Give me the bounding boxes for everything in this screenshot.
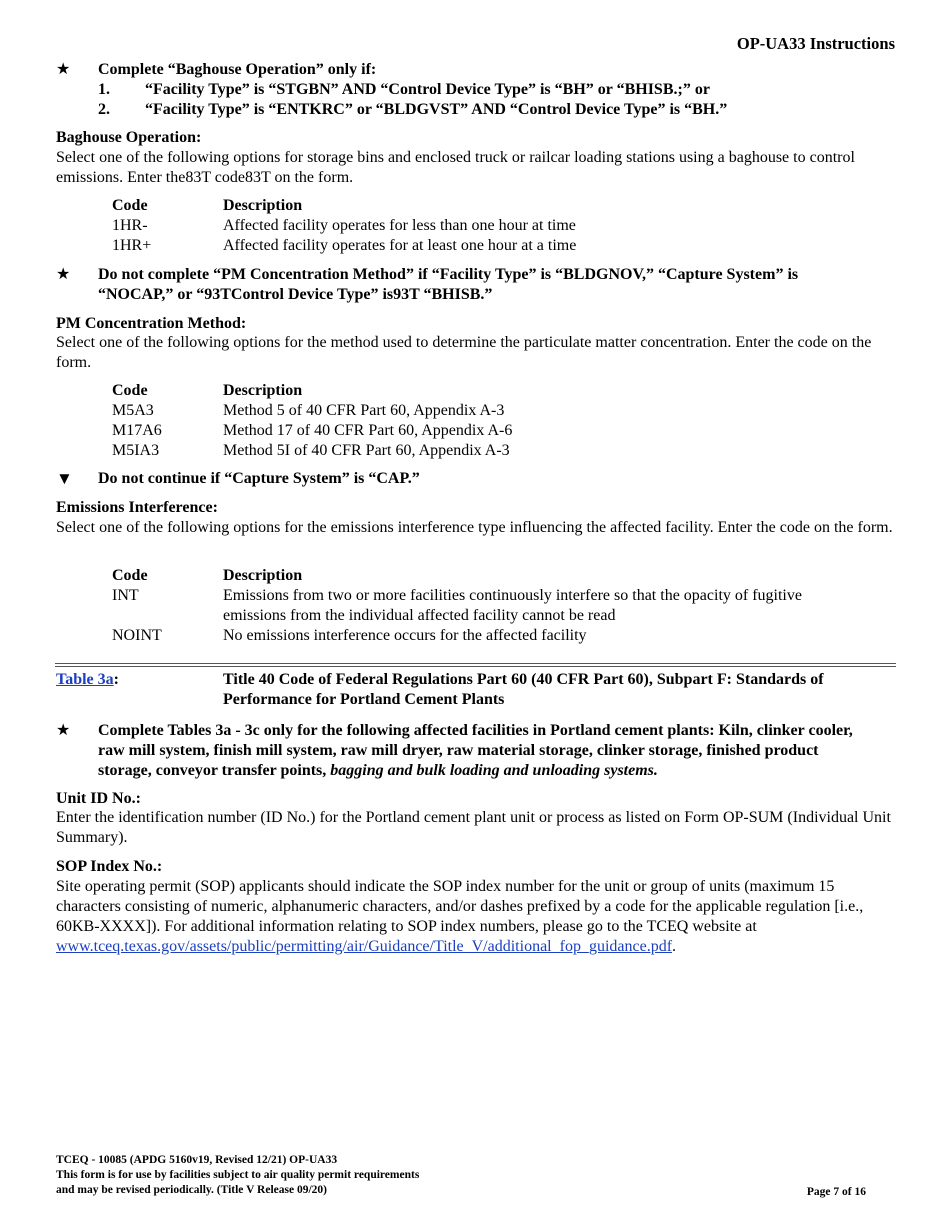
table-3a-link[interactable]: Table 3a [56, 671, 114, 688]
unit-id-description: Enter the identification number (ID No.) for the Portland cement plant unit or process as listed on Form OP-SUM (Individual Unit Summary). [56, 809, 891, 846]
page-header-title: OP-UA33 Instructions [736, 34, 895, 53]
ei-heading: Emissions Interference: [56, 499, 218, 516]
capture-system-note: Do not continue if “Capture System” is “CAP.” [98, 470, 420, 487]
pm-description: Select one of the following options for the method used to determine the particulate matter concentration. Enter the code on the form. [56, 334, 872, 371]
col-code-header: Code [112, 197, 148, 214]
table-3a-title: Title 40 Code of Federal Regulations Part 60 (40 CFR Part 60), Subpart F: Standards of Performance for Portland Cement Plants [223, 671, 824, 708]
baghouse-note-item-2: 2. “Facility Type” is “ENTKRC” or “BLDGVST” AND “Control Device Type” is “BH.” [98, 101, 728, 118]
col-description-header: Description [223, 197, 303, 214]
baghouse-note-lead: Complete “Baghouse Operation” only if: [98, 61, 377, 78]
section-divider [55, 666, 896, 667]
star-icon: ★ [56, 61, 71, 78]
triangle-down-icon: ▼ [56, 469, 73, 488]
baghouse-note-item-1: 1. “Facility Type” is “STGBN” AND “Control Device Type” is “BH” or “BHISB.;” or [98, 81, 710, 98]
page-number: Page 7 of 16 [806, 1186, 866, 1198]
baghouse-description: Select one of the following options for storage bins and enclosed truck or railcar loading stations using a baghouse to control emissions. Enter the83T code83T on the form. [56, 149, 855, 186]
tceq-guidance-link[interactable]: www.tceq.texas.gov/assets/public/permitting/air/Guidance/Title_V/additional_fop_guidance.pdf [56, 938, 673, 955]
star-icon: ★ [56, 266, 71, 283]
star-icon: ★ [56, 722, 71, 739]
footer-info: TCEQ - 10085 (APDG 5160v19, Revised 12/21) OP-UA33 This form is for use by facilities subject to air quality permit requirements and may be revised periodically. (Title V Release 09/20) [56, 1154, 420, 1196]
ei-description: Select one of the following options for the emissions interference type influencing the affected facility. Enter the code on the form. [56, 519, 893, 536]
sop-heading: SOP Index No.: [56, 858, 163, 875]
pm-note: Do not complete “PM Concentration Method” if “Facility Type” is “BLDGNOV,” “Capture System” is “NOCAP,” or “93TControl Device Type” is93T “BHISB.” [98, 266, 799, 303]
pm-heading: PM Concentration Method: [56, 315, 247, 332]
table-3a-label: Table 3a: [56, 671, 119, 688]
unit-id-heading: Unit ID No.: [56, 790, 141, 807]
tables-note: Complete Tables 3a - 3c only for the following affected facilities in Portland cement plants: Kiln, clinker cooler, raw mill system, finish mill system, raw mill dryer, raw material storage, clinker storage, finished product storage, conveyor transfer points, bagging and bulk loading and unloading systems. [98, 722, 853, 779]
section-divider [55, 663, 896, 664]
sop-description: Site operating permit (SOP) applicants should indicate the SOP index number for the unit or group of units (maximum 15 characters consisting of numeric, alphanumeric characters, and/or dashes prefixed by a code for the applicable regulation [i.e., 60KB-XXXX]). For additional information relating to SOP index numbers, please go to the TCEQ website at www.tceq.texas.gov/assets/public/permitting/air/Guidance/Title_V/additional_fop_guidance.pdf. [56, 878, 864, 955]
baghouse-heading: Baghouse Operation: [56, 129, 202, 146]
